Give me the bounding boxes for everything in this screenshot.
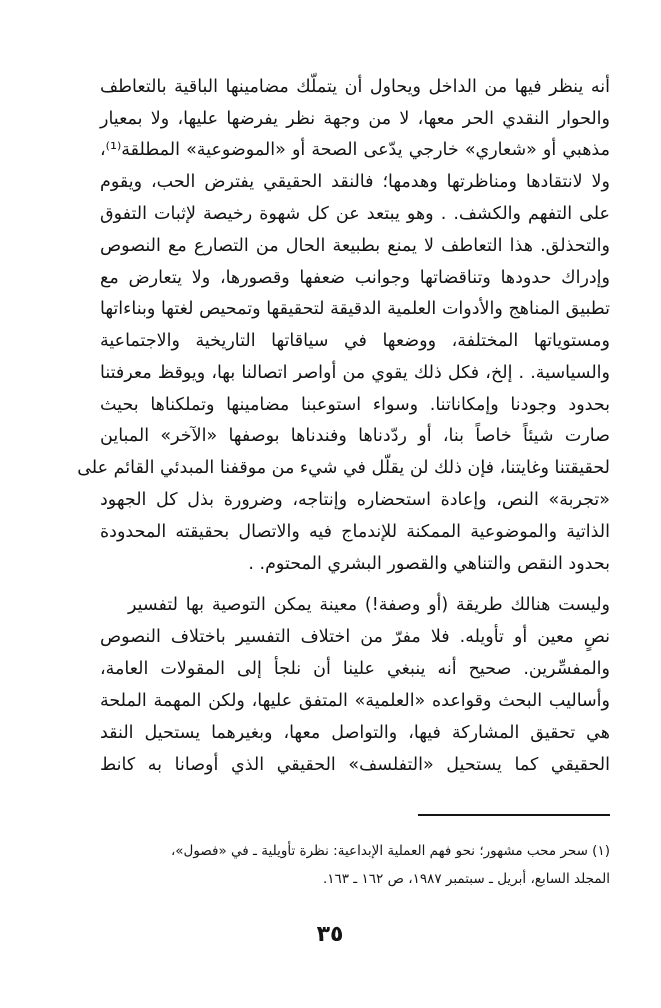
body-line: تطبيق المناهج والأدوات العلمية الدقيقة لتحقيقها وتمحيص لغتها وبناءاتها: [100, 299, 610, 319]
footnote-line: المجلد السابع، أبريل ـ سبتمبر ١٩٨٧، ص ١٦٢ ـ ١٦٣.: [322, 871, 610, 887]
body-line: والتحذلق. هذا التعاطف لا يمنع بطبيعة الحال من التصارع مع النصوص: [100, 236, 610, 256]
body-line: نصٍ معين أو تأويله. فلا مفرّ من اختلاف التفسير باختلاف النصوص: [100, 627, 610, 647]
body-line: وإدراك حدودها وتناقضاتها وجوانب ضعفها وقصورها، ولا يتعارض مع: [100, 268, 610, 288]
body-line: هي تحقيق المشاركة فيها، والتواصل معها، وبغيرهما يستحيل النقد: [100, 723, 610, 743]
body-line: صارت شيئاً خاصاً بنا، أو ردّدناها وفندناها بوصفها «الآخر» المباين: [100, 426, 610, 446]
footnote-line: (١) سحر محب مشهور؛ نحو فهم العملية الإبداعية: نظرة تأويلية ـ في «فصول»،: [170, 843, 610, 859]
body-line: «تجربة» النص، وإعادة استحضاره وإنتاجه، وضرورة بذل كل الجهود: [100, 490, 610, 510]
body-line: ولا لانتقادها ومناظرتها وهدمها؛ فالنقد الحقيقي يفترض الحب، ويقوم: [100, 172, 610, 192]
body-line: بحدود وجودنا وإمكاناتنا. وسواء استوعبنا مضامينها وتملكناها بحيث: [100, 395, 610, 415]
body-line: أنه ينظر فيها من الداخل ويحاول أن يتملّك مضامينها الباقية بالتعاطف: [100, 77, 610, 97]
body-line: والمفسِّرين. صحيح أنه ينبغي علينا أن نلجأ إلى المقولات العامة،: [100, 659, 610, 679]
body-line: وأساليب البحث وقواعده «العلمية» المتفق عليها، ولكن المهمة الملحة: [100, 691, 610, 711]
body-line: بحدود النقص والتناهي والقصور البشري المحتوم. .: [248, 554, 610, 574]
page-number: ٣٥: [316, 922, 344, 947]
footnote-separator: [418, 814, 610, 816]
body-line: ومستوياتها المختلفة، ووضعها في سياقاتها التاريخية والاجتماعية: [100, 331, 610, 351]
body-line: الذاتية والموضوعية الممكنة للإندماج فيه والاتصال بحقيقته المحدودة: [100, 522, 610, 542]
body-line: والحوار النقدي الحر معها، لا من وجهة نظر يفرضها عليها، ولا بمعيار: [100, 109, 610, 129]
body-line: والسياسية. . إلخ، فكل ذلك يقوي من أواصر اتصالنا بها، ويوقظ معرفتنا: [100, 363, 610, 383]
body-line: لحقيقتنا وغايتنا، فإن ذلك لن يقلّل في شيء من موقفنا المبدئي القائم على: [77, 458, 610, 478]
body-line: على التفهم والكشف. . وهو يبتعد عن كل شهوة رخيصة لإثبات التفوق: [100, 204, 610, 224]
paragraph-first-line: وليست هنالك طريقة (أو وصفة!) معينة يمكن التوصية بها لتفسير: [128, 595, 610, 615]
body-line: مذهبي أو «شعاري» خارجي يدّعى الصحة أو «الموضوعية» المطلقة⁽¹⁾،: [100, 140, 610, 160]
body-line: الحقيقي كما يستحيل «التفلسف» الحقيقي الذي أوصانا به كانط: [100, 755, 610, 775]
